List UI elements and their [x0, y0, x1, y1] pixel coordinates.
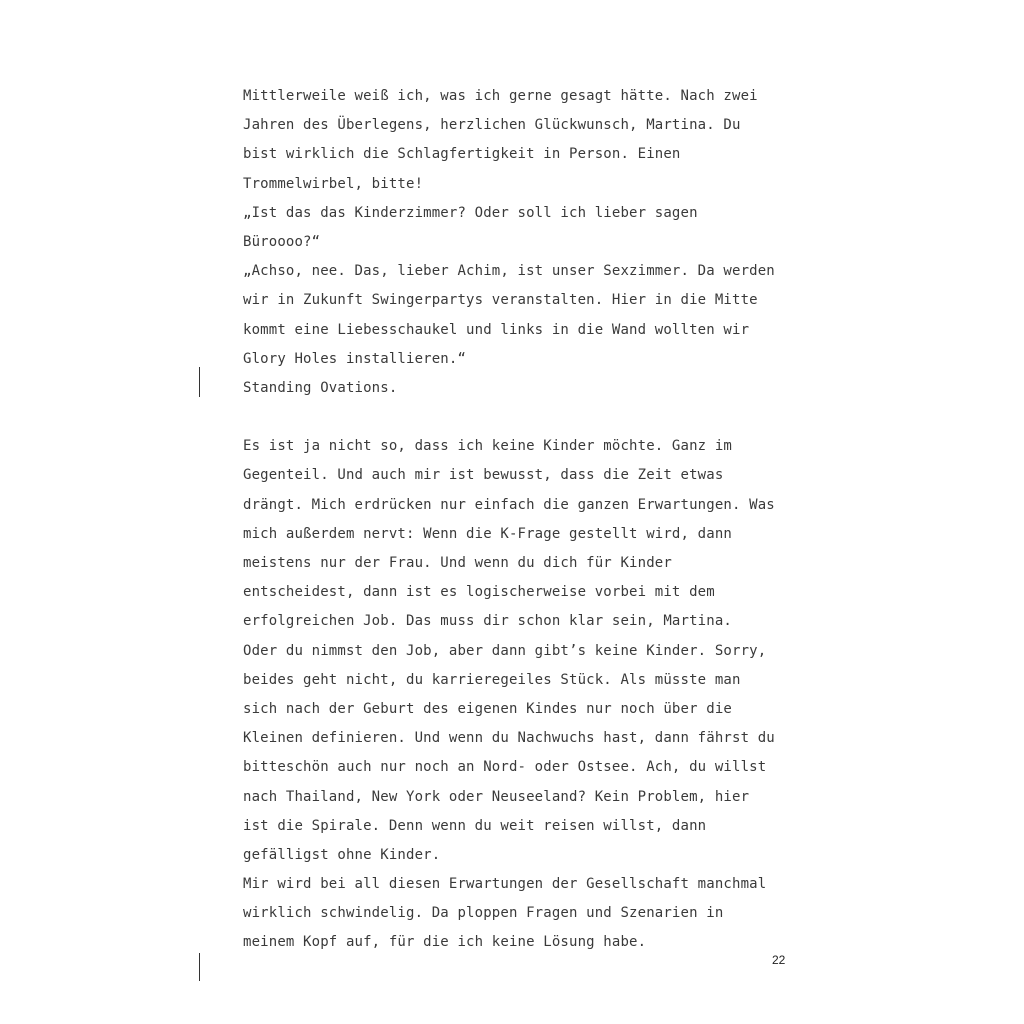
text-line: nach Thailand, New York oder Neuseeland? Kein Problem, hier — [243, 788, 750, 805]
text-line: mich außerdem nervt: Wenn die K-Frage gestellt wird, dann — [243, 525, 732, 542]
text-line: Mir wird bei all diesen Erwartungen der Gesellschaft manchmal — [243, 876, 767, 893]
change-bar-marker — [199, 953, 200, 981]
page-number: 22 — [772, 953, 786, 967]
paragraph-spacer — [243, 403, 803, 432]
text-line: Mittlerweile weiß ich, was ich gerne gesagt hätte. Nach zwei — [243, 88, 758, 104]
text-line: meistens nur der Frau. Und wenn du dich für Kinder — [243, 555, 672, 571]
text-line: „Achso, nee. Das, lieber Achim, ist unser Sexzimmer. Da werden — [243, 263, 775, 280]
text-line: sich nach der Geburt des eigenen Kindes nur noch über die — [243, 700, 732, 717]
text-line: bist wirklich die Schlagfertigkeit in Person. Einen — [243, 146, 681, 163]
text-line: Büroooo?“ — [243, 233, 321, 250]
text-line: erfolgreichen Job. Das muss dir schon klar sein, Martina. — [243, 613, 732, 630]
text-line: wirklich schwindelig. Da ploppen Fragen und Szenarien in — [243, 905, 724, 922]
text-line: meinem Kopf auf, für die ich keine Lösung habe. — [243, 934, 647, 951]
text-line: Trommelwirbel, bitte! — [243, 175, 424, 192]
text-line: Jahren des Überlegens, herzlichen Glückwunsch, Martina. Du — [243, 117, 741, 134]
text-line: gefälligst ohne Kinder. — [243, 846, 441, 863]
text-line: Es ist ja nicht so, dass ich keine Kinder möchte. Ganz im — [243, 438, 732, 455]
text-line: Oder du nimmst den Job, aber dann gibt’s keine Kinder. Sorry, — [243, 642, 767, 659]
change-bar-marker — [199, 367, 200, 397]
text-line: Kleinen definieren. Und wenn du Nachwuchs hast, dann fährst du — [243, 730, 775, 747]
text-line: entscheidest, dann ist es logischerweise vorbei mit dem — [243, 584, 715, 601]
text-line: beides geht nicht, du karrieregeiles Stück. Als müsste man — [243, 671, 741, 688]
text-line: kommt eine Liebesschaukel und links in die Wand wollten wir — [243, 321, 750, 338]
text-line: „Ist das das Kinderzimmer? Oder soll ich lieber sagen — [243, 204, 698, 221]
text-line: ist die Spirale. Denn wenn du weit reisen willst, dann — [243, 817, 707, 834]
text-line: Gegenteil. Und auch mir ist bewusst, dass die Zeit etwas — [243, 467, 724, 484]
text-line: wir in Zukunft Swingerpartys veranstalten. Hier in die Mitte — [243, 292, 758, 309]
text-line: Standing Ovations. — [243, 379, 398, 396]
body-text — [243, 82, 803, 958]
text-line: drängt. Mich erdrücken nur einfach die ganzen Erwartungen. Was — [243, 496, 775, 513]
text-line: bitteschön auch nur noch an Nord- oder Ostsee. Ach, du willst — [243, 759, 767, 776]
text-line: Glory Holes installieren.“ — [243, 350, 467, 367]
